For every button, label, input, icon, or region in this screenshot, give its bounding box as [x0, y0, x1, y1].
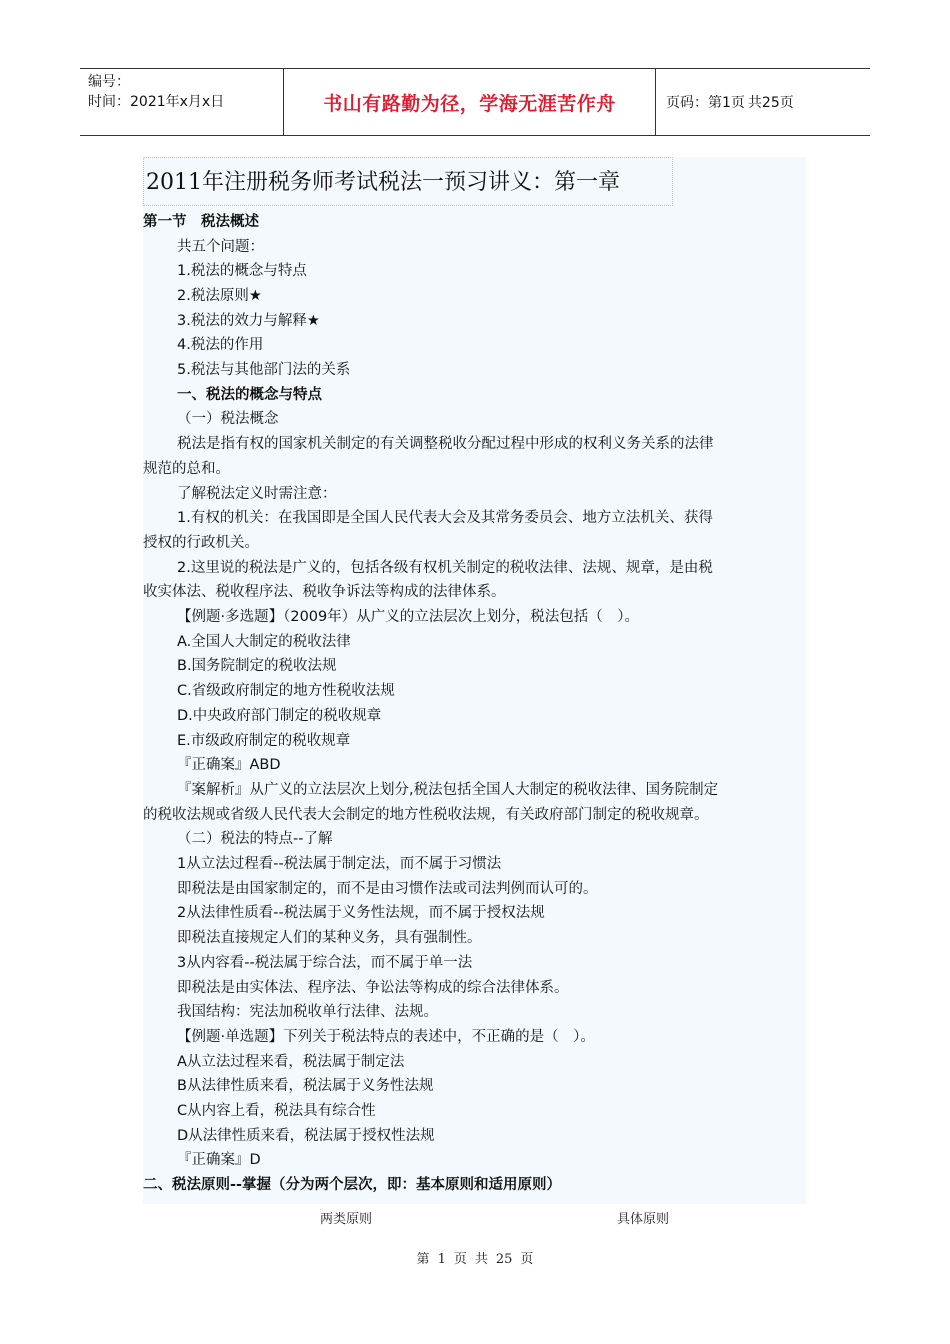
footer-total-pages: 25 — [495, 1252, 513, 1267]
text-line: C.省级政府制定的地方性税收法规 — [177, 683, 395, 699]
text-line: 5.税法与其他部门法的关系 — [177, 362, 351, 378]
text-line: 『正确案』D — [177, 1152, 261, 1168]
footer-part: 页 — [453, 1252, 467, 1267]
footer-current-page: 1 — [437, 1252, 446, 1267]
header-time: 时间：2021年x月x日 — [88, 94, 225, 110]
text-line: 即税法是由国家制定的，而不是由习惯作法或司法判例而认可的。 — [177, 881, 598, 897]
text-line: B.国务院制定的税收法规 — [177, 658, 337, 674]
subheading-right: 具体原则 — [617, 1212, 670, 1227]
header-motto: 书山有路勤为径，学海无涯苦作舟 — [284, 69, 656, 135]
text-line: A.全国人大制定的税收法律 — [177, 634, 351, 650]
text-line: 2从法律性质看--税法属于义务性法规，而不属于授权法规 — [177, 905, 545, 921]
text-line: 收实体法、税收程序法、税收争诉法等构成的法律体系。 — [143, 584, 506, 600]
section-heading: 二、税法原则--掌握（分为两个层次，即：基本原则和适用原则） — [143, 1177, 562, 1193]
text-line: 我国结构：宪法加税收单行法律、法规。 — [177, 1004, 438, 1020]
document-body — [143, 157, 806, 1204]
text-line: 4.税法的作用 — [177, 337, 264, 353]
text-line: B从法律性质来看，税法属于义务性法规 — [177, 1078, 434, 1094]
footer-part: 共 — [474, 1252, 488, 1267]
document-title: 2011年注册税务师考试税法一预习讲义：第一章 — [143, 157, 673, 206]
text-line: 授权的行政机关。 — [143, 535, 259, 551]
text-line: 3从内容看--税法属于综合法，而不属于单一法 — [177, 955, 473, 971]
text-line: 即税法直接规定人们的某种义务，具有强制性。 — [177, 930, 482, 946]
page-footer — [0, 1248, 950, 1267]
header-page-label: 页码：第1页 — [666, 95, 745, 111]
text-line: D.中央政府部门制定的税收规章 — [177, 708, 382, 724]
header-number: 编号： — [88, 74, 130, 90]
text-line: 2.税法原则★ — [177, 288, 262, 304]
text-line: 1从立法过程看--税法属于制定法，而不属于习惯法 — [177, 856, 502, 872]
text-line: （二）税法的特点--了解 — [177, 831, 333, 847]
section-heading: 第一节 税法概述 — [143, 214, 259, 230]
text-line: （一）税法概念 — [177, 411, 279, 427]
text-line: 【例题·单选题】下列关于税法特点的表述中，不正确的是（ ）。 — [177, 1029, 595, 1045]
text-line: 1.税法的概念与特点 — [177, 263, 307, 279]
section-heading: 一、税法的概念与特点 — [177, 387, 322, 403]
page-header — [80, 68, 870, 136]
text-line: 规范的总和。 — [143, 461, 230, 477]
header-page — [656, 69, 870, 135]
footer-part: 第 — [416, 1252, 430, 1267]
header-meta — [80, 69, 284, 135]
text-line: 『案解析』从广义的立法层次上划分,税法包括全国人大制定的税收法律、国务院制定 — [177, 782, 719, 798]
text-line: 了解税法定义时需注意： — [177, 486, 337, 502]
text-line: 1.有权的机关：在我国即是全国人民代表大会及其常务委员会、地方立法机关、获得 — [177, 510, 713, 526]
text-line: 税法是指有权的国家机关制定的有关调整税收分配过程中形成的权利义务关系的法律 — [177, 436, 714, 452]
subheading-left: 两类原则 — [320, 1212, 373, 1227]
text-line: D从法律性质来看，税法属于授权性法规 — [177, 1128, 435, 1144]
text-line: 【例题·多选题】（2009年）从广义的立法层次上划分，税法包括（ ）。 — [177, 609, 640, 625]
text-line: 共五个问题： — [177, 239, 264, 255]
footer-part: 页 — [520, 1252, 534, 1267]
text-line: A从立法过程来看，税法属于制定法 — [177, 1054, 405, 1070]
text-line: C从内容上看，税法具有综合性 — [177, 1103, 376, 1119]
text-line: E.市级政府制定的税收规章 — [177, 733, 351, 749]
text-line: 的税收法规或省级人民代表大会制定的地方性税收法规，有关政府部门制定的税收规章。 — [143, 807, 709, 823]
header-page-total: 共25页 — [747, 95, 794, 111]
text-line: 『正确案』ABD — [177, 757, 281, 773]
text-line: 即税法是由实体法、程序法、争讼法等构成的综合法律体系。 — [177, 980, 569, 996]
text-line: 2.这里说的税法是广义的，包括各级有权机关制定的税收法律、法规、规章，是由税 — [177, 560, 713, 576]
text-line: 3.税法的效力与解释★ — [177, 313, 320, 329]
